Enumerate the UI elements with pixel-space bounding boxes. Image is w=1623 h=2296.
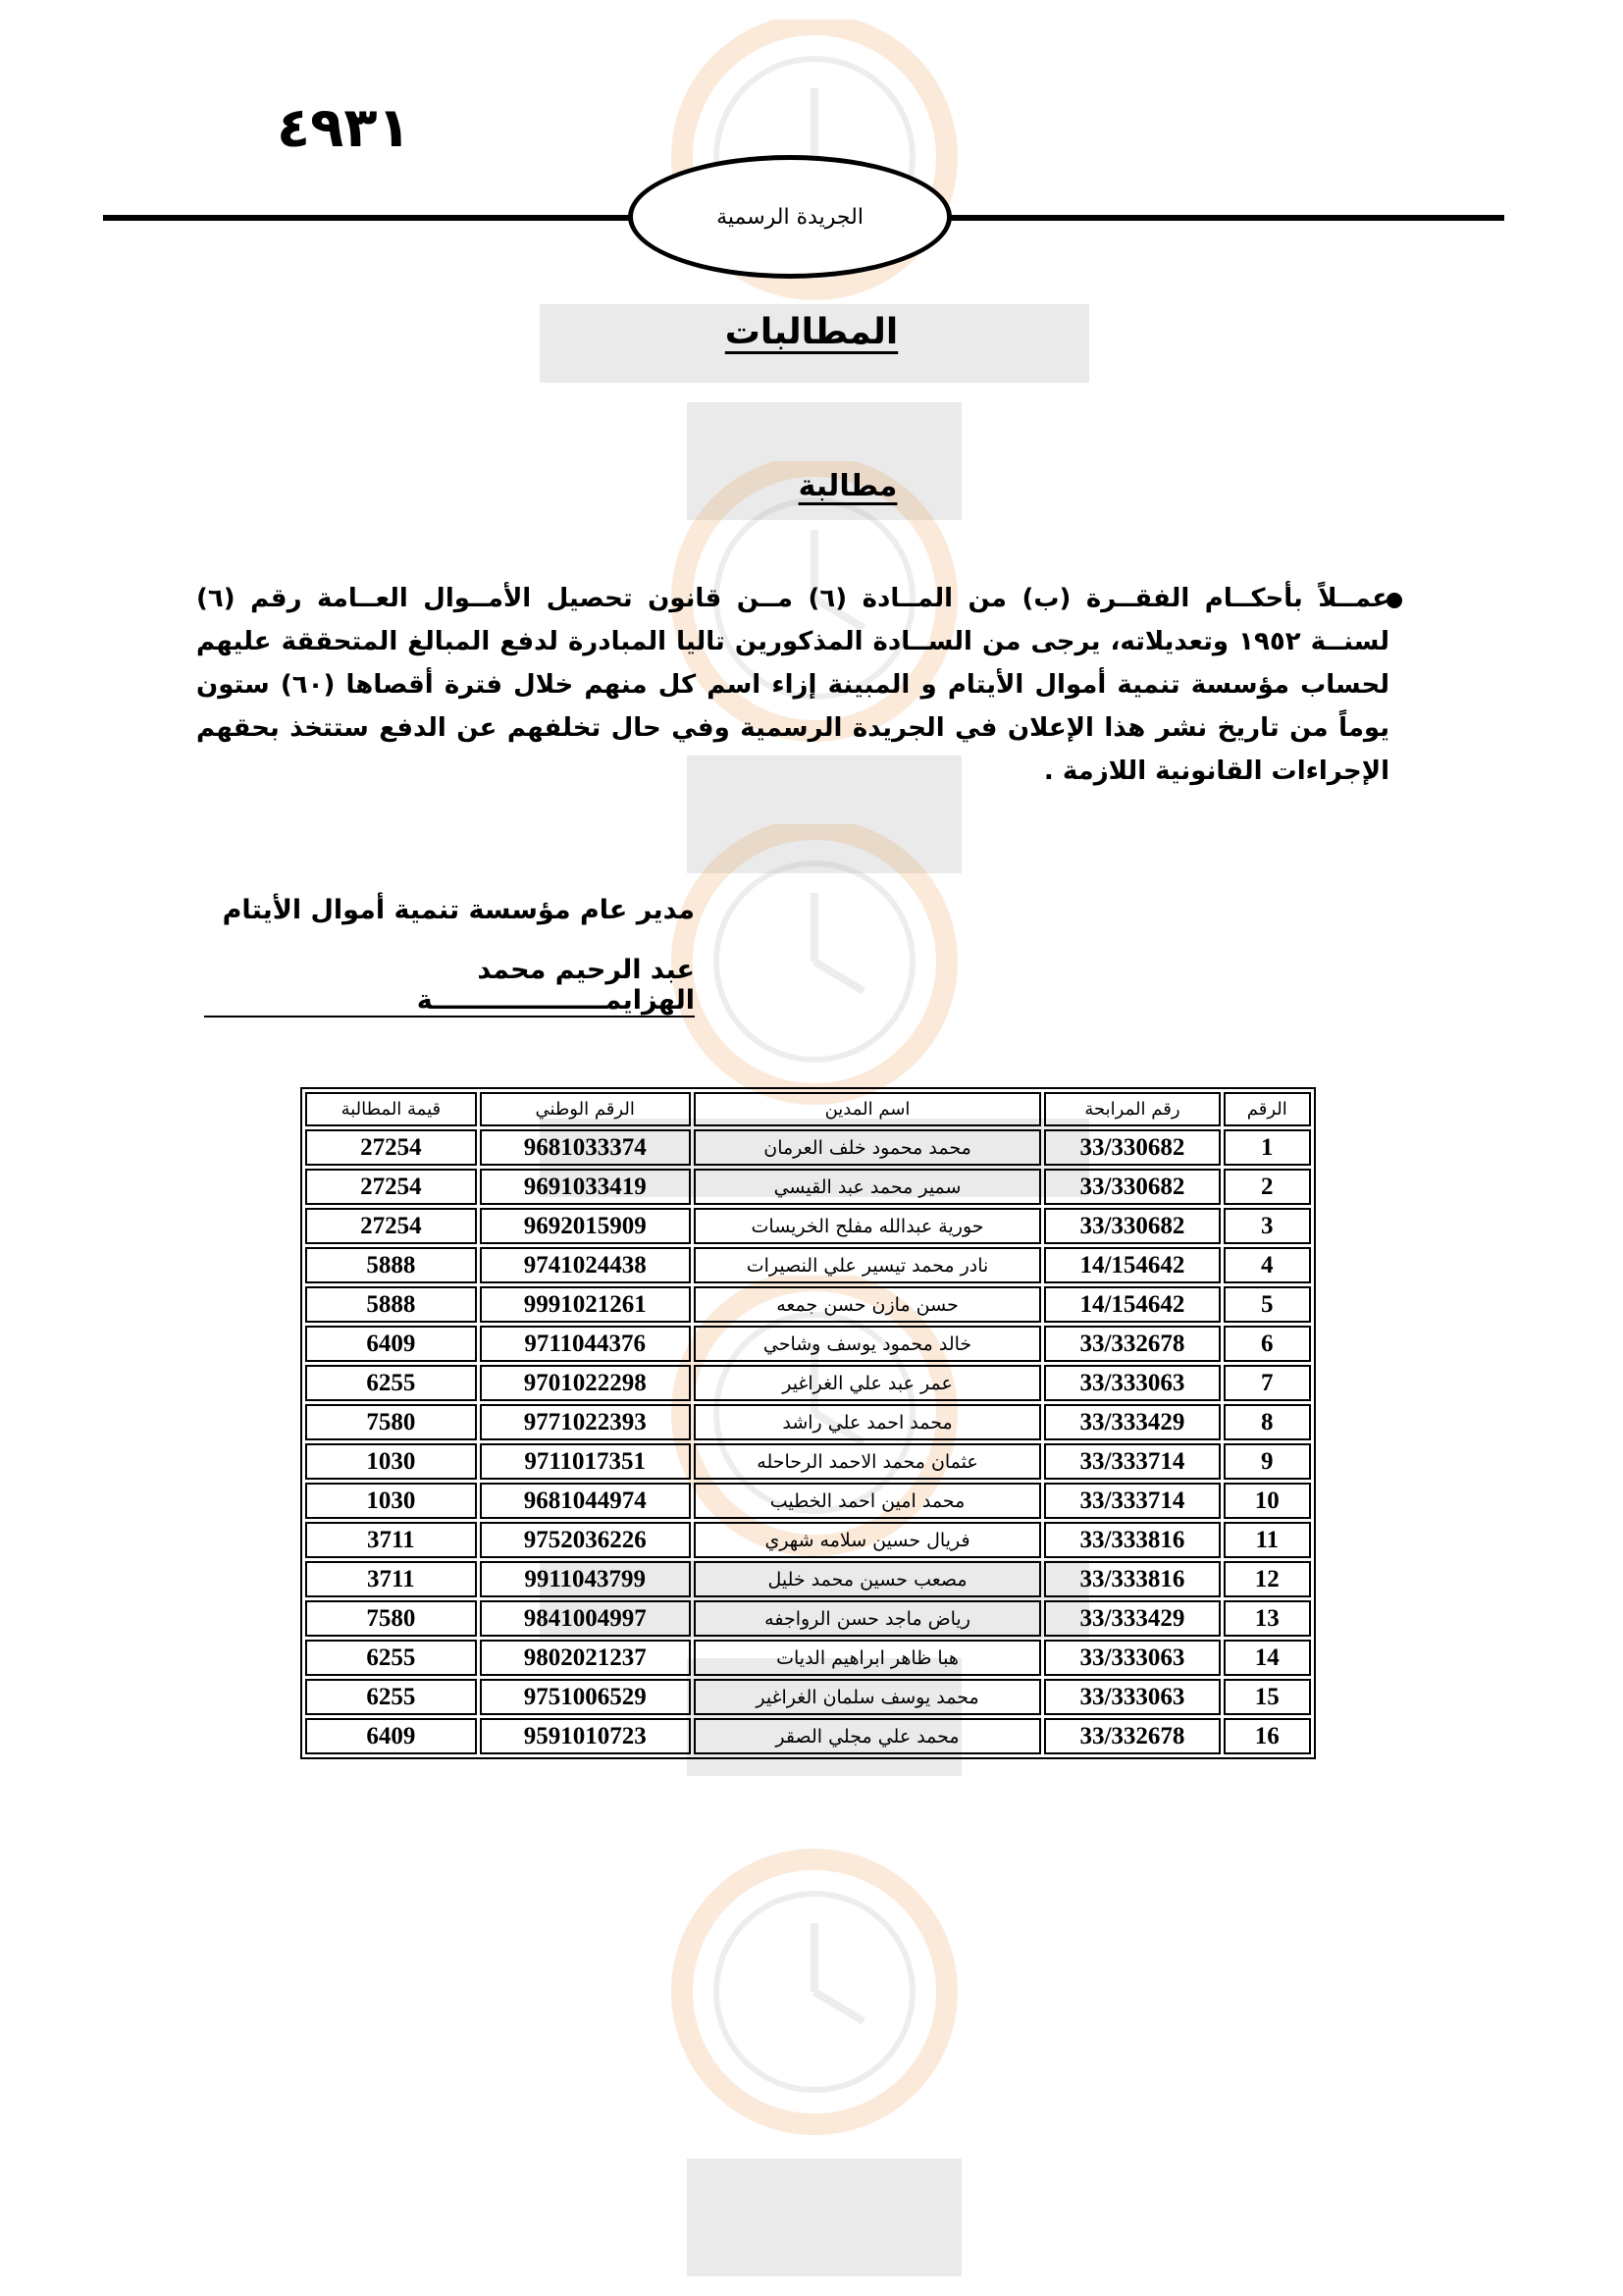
national-id: 9991021261	[480, 1286, 691, 1323]
claim-value: 6255	[305, 1640, 477, 1676]
national-id: 9752036226	[480, 1522, 691, 1558]
national-id: 9692015909	[480, 1208, 691, 1244]
murabaha-number: 33/330682	[1044, 1208, 1220, 1244]
row-number: 7	[1224, 1365, 1311, 1401]
claim-value: 27254	[305, 1208, 477, 1244]
table-row	[305, 1600, 1311, 1637]
gazette-label: الجريدة الرسمية	[716, 204, 864, 230]
row-number: 2	[1224, 1169, 1311, 1205]
row-number: 4	[1224, 1247, 1311, 1283]
murabaha-number: 33/330682	[1044, 1169, 1220, 1205]
claim-value: 1030	[305, 1443, 477, 1480]
murabaha-number: 33/333063	[1044, 1365, 1220, 1401]
row-number: 6	[1224, 1326, 1311, 1362]
table-row	[305, 1326, 1311, 1362]
national-id: 9711044376	[480, 1326, 691, 1362]
claim-value: 7580	[305, 1404, 477, 1440]
national-id: 9691033419	[480, 1169, 691, 1205]
table-row	[305, 1247, 1311, 1283]
claim-value: 5888	[305, 1247, 477, 1283]
notice-paragraph: عمــلاً بأحكــام الفقــرة (ب) من المــادة (٦) مــن قانون تحصيل الأمــوال العــامة رقم (٦) لسنــة ١٩٥٢ وتعديلاته، يرجى من الســادة المذكورين تاليا المبادرة لدفع المبالغ المتحققة عليهم لحساب مؤسسة تنمية أموال الأيتام و المبينة إزاء اسم كل منهم خلال فترة أقصاها (٦٠) ستون يوماً من تاريخ نشر هذا الإعلان في الجريدة الرسمية وفي حال تخلفهم عن الدفع ستتخذ بحقهم الإجراءات القانونية اللازمة .	[196, 584, 1389, 786]
debtor-name: نادر محمد تيسير علي النصيرات	[694, 1247, 1042, 1283]
table-row	[305, 1208, 1311, 1244]
murabaha-number: 33/333714	[1044, 1443, 1220, 1480]
claim-value: 7580	[305, 1600, 477, 1637]
claim-value: 27254	[305, 1169, 477, 1205]
row-number: 8	[1224, 1404, 1311, 1440]
claim-title-text: مطالبة	[798, 469, 898, 503]
national-id: 9711017351	[480, 1443, 691, 1480]
row-number: 14	[1224, 1640, 1311, 1676]
header-debtor-name: اسم المدين	[694, 1092, 1042, 1126]
section-title	[0, 312, 1623, 352]
claim-value: 1030	[305, 1483, 477, 1519]
murabaha-number: 33/333063	[1044, 1640, 1220, 1676]
murabaha-number: 33/333816	[1044, 1522, 1220, 1558]
table-row	[305, 1718, 1311, 1754]
header-national-id: الرقم الوطني	[480, 1092, 691, 1126]
page-number: ٤٩٣١	[277, 96, 411, 160]
national-id: 9741024438	[480, 1247, 691, 1283]
header-murabaha-number: رقم المرابحة	[1044, 1092, 1220, 1126]
claim-value: 6409	[305, 1718, 477, 1754]
table-row	[305, 1365, 1311, 1401]
claim-title	[0, 469, 1623, 503]
murabaha-number: 33/333429	[1044, 1404, 1220, 1440]
murabaha-number: 14/154642	[1044, 1247, 1220, 1283]
debtor-name: عثمان محمد الاحمد الرحاحله	[694, 1443, 1042, 1480]
row-number: 12	[1224, 1561, 1311, 1597]
row-number: 9	[1224, 1443, 1311, 1480]
national-id: 9591010723	[480, 1718, 691, 1754]
national-id: 9841004997	[480, 1600, 691, 1637]
debtor-name: حورية عبدالله مفلح الخريسات	[694, 1208, 1042, 1244]
murabaha-number: 33/330682	[1044, 1129, 1220, 1166]
table-row	[305, 1129, 1311, 1166]
debtor-name: مصعب حسين محمد خليل	[694, 1561, 1042, 1597]
claim-value: 3711	[305, 1561, 477, 1597]
debtor-name: محمد امين احمد الخطيب	[694, 1483, 1042, 1519]
table-row	[305, 1169, 1311, 1205]
murabaha-number: 33/332678	[1044, 1718, 1220, 1754]
debtor-name: سمير محمد عبد القيسي	[694, 1169, 1042, 1205]
row-number: 11	[1224, 1522, 1311, 1558]
row-number: 3	[1224, 1208, 1311, 1244]
row-number: 1	[1224, 1129, 1311, 1166]
murabaha-number: 33/333429	[1044, 1600, 1220, 1637]
table-row	[305, 1443, 1311, 1480]
claim-value: 5888	[305, 1286, 477, 1323]
row-number: 15	[1224, 1679, 1311, 1715]
debtor-name: محمد احمد علي راشد	[694, 1404, 1042, 1440]
row-number: 5	[1224, 1286, 1311, 1323]
claim-value: 3711	[305, 1522, 477, 1558]
table-row	[305, 1679, 1311, 1715]
national-id: 9681044974	[480, 1483, 691, 1519]
debtor-name: محمد علي مجلي الصقر	[694, 1718, 1042, 1754]
table-row	[305, 1483, 1311, 1519]
national-id: 9701022298	[480, 1365, 691, 1401]
national-id: 9681033374	[480, 1129, 691, 1166]
debtor-name: رياض ماجد حسن الرواجفه	[694, 1600, 1042, 1637]
section-title-text: المطالبات	[724, 312, 899, 352]
header-number: الرقم	[1224, 1092, 1311, 1126]
debtor-name: محمد محمود خلف العرمان	[694, 1129, 1042, 1166]
debtor-name: حسن مازن حسن جمعه	[694, 1286, 1042, 1323]
claim-value: 6409	[305, 1326, 477, 1362]
national-id: 9751006529	[480, 1679, 691, 1715]
claim-value: 6255	[305, 1679, 477, 1715]
gazette-header-oval	[628, 155, 952, 279]
table-row	[305, 1640, 1311, 1676]
debtor-name: هبا ظاهر ابراهيم الديات	[694, 1640, 1042, 1676]
murabaha-number: 14/154642	[1044, 1286, 1220, 1323]
murabaha-number: 33/333063	[1044, 1679, 1220, 1715]
signature-title: مدير عام مؤسسة تنمية أموال الأيتام	[222, 895, 695, 925]
national-id: 9911043799	[480, 1561, 691, 1597]
row-number: 16	[1224, 1718, 1311, 1754]
debtor-name: فريال حسين سلامه شهري	[694, 1522, 1042, 1558]
debtor-name: محمد يوسف سلمان الغراغير	[694, 1679, 1042, 1715]
table-row	[305, 1286, 1311, 1323]
table-header-row	[305, 1092, 1311, 1126]
watermark-logo	[510, 1786, 1119, 2296]
table-row	[305, 1404, 1311, 1440]
row-number: 10	[1224, 1483, 1311, 1519]
table-row	[305, 1522, 1311, 1558]
claims-table	[300, 1087, 1316, 1759]
claim-value: 6255	[305, 1365, 477, 1401]
header-claim-value: قيمة المطالبة	[305, 1092, 477, 1126]
national-id: 9802021237	[480, 1640, 691, 1676]
debtor-name: خالد محمود يوسف وشاحي	[694, 1326, 1042, 1362]
signature-name	[204, 955, 695, 1018]
murabaha-number: 33/333816	[1044, 1561, 1220, 1597]
row-number: 13	[1224, 1600, 1311, 1637]
murabaha-number: 33/333714	[1044, 1483, 1220, 1519]
table-row	[305, 1561, 1311, 1597]
claims-table-body	[305, 1129, 1311, 1754]
signature-name-text: عبد الرحيم محمد الهزايمـــــــــــــــــــة	[204, 955, 695, 1018]
murabaha-number: 33/332678	[1044, 1326, 1220, 1362]
national-id: 9771022393	[480, 1404, 691, 1440]
debtor-name: عمر عبد علي الغراغير	[694, 1365, 1042, 1401]
claim-value: 27254	[305, 1129, 477, 1166]
